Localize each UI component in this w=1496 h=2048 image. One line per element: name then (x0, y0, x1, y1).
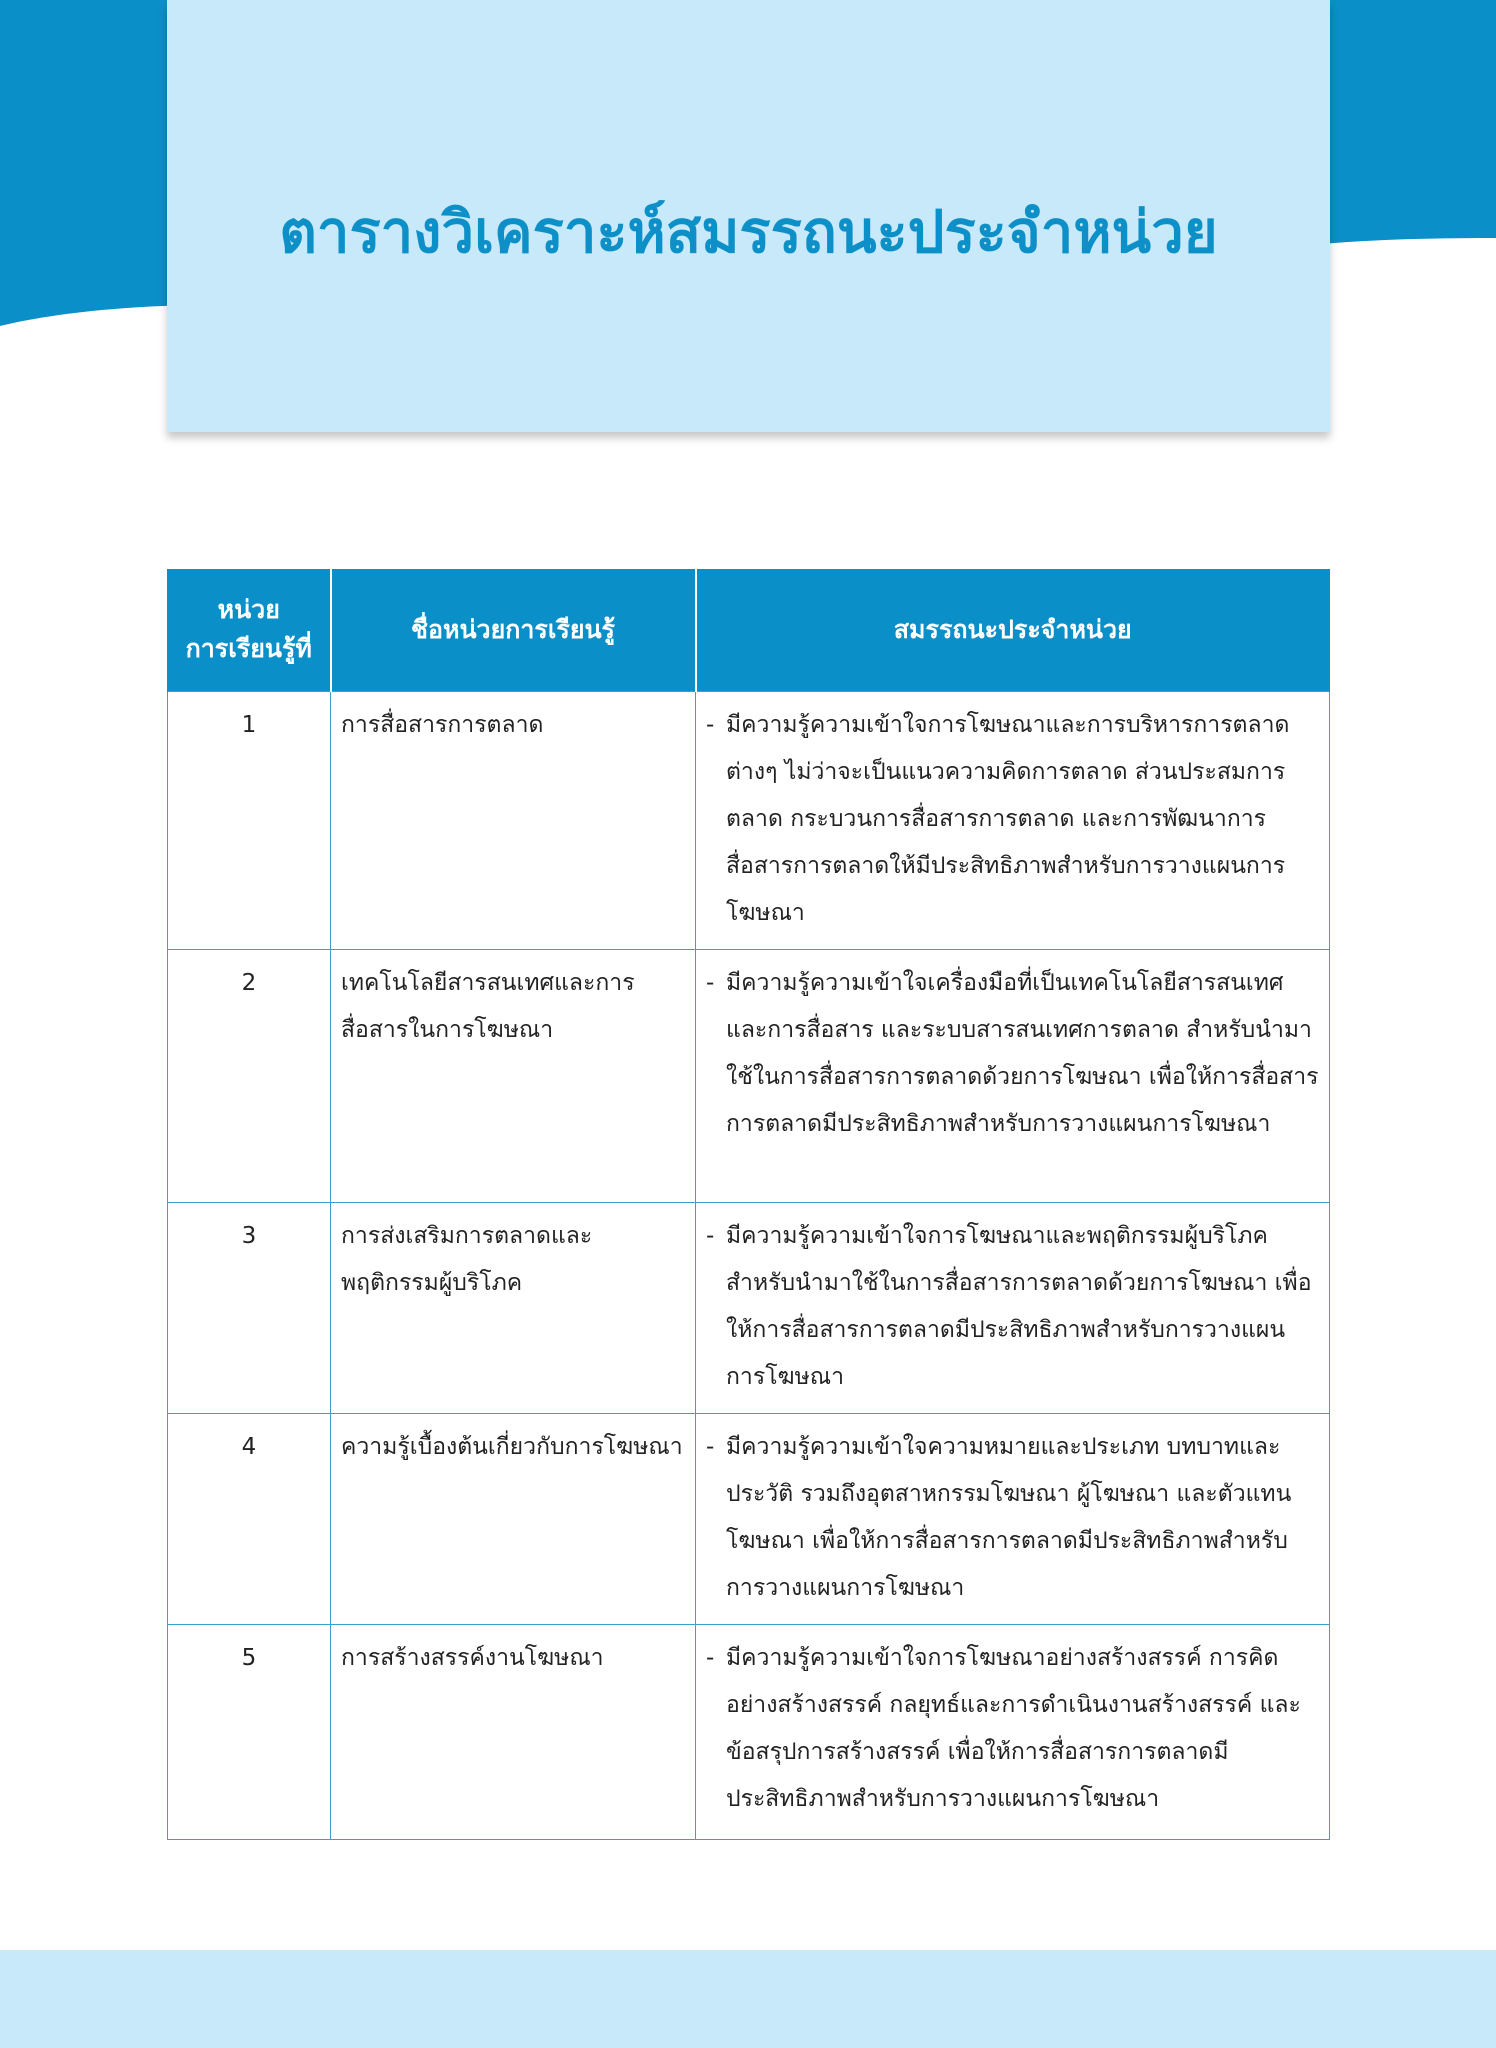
bullet-dash: - (706, 1434, 715, 1460)
table-row (168, 1203, 1330, 1414)
unit-name: การสร้างสรรค์งานโฆษณา (331, 1625, 696, 1840)
table-row (168, 1414, 1330, 1625)
unit-competency (696, 1414, 1330, 1625)
header-unit-line1: หน่วย (217, 595, 280, 625)
competency-text: มีความรู้ความเข้าใจเครื่องมือที่เป็นเทคโนโลยีสารสนเทศและการสื่อสาร และระบบสารสนเทศการตลาด สำหรับนำมาใช้ในการสื่อสารการตลาดด้วยการโฆษณา เพื่อให้การสื่อสารการตลาดมีประสิทธิภาพสำหรับการวางแผนการโฆษณา (726, 970, 1319, 1137)
unit-number: 4 (168, 1414, 331, 1625)
competency-text: มีความรู้ความเข้าใจการโฆษณาและการบริหารการตลาดต่างๆ ไม่ว่าจะเป็นแนวความคิดการตลาด ส่วนประสมการตลาด กระบวนการสื่อสารการตลาด และการพัฒนาการสื่อสารการตลาดให้มีประสิทธิภาพสำหรับการวางแผนการโฆษณา (726, 712, 1290, 926)
unit-number: 1 (168, 692, 331, 950)
unit-name: การสื่อสารการตลาด (331, 692, 696, 950)
unit-competency (696, 692, 1330, 950)
header-unit-number (168, 569, 331, 692)
table-header (168, 569, 1330, 692)
table-row (168, 950, 1330, 1203)
unit-number: 5 (168, 1625, 331, 1840)
competency-text: มีความรู้ความเข้าใจการโฆษณาและพฤติกรรมผู้บริโภคสำหรับนำมาใช้ในการสื่อสารการตลาดด้วยการโฆษณา เพื่อให้การสื่อสารการตลาดมีประสิทธิภาพสำหรับการวางแผนการโฆษณา (726, 1223, 1312, 1390)
bullet-dash: - (706, 970, 715, 996)
table-row (168, 1625, 1330, 1840)
unit-name: เทคโนโลยีสารสนเทศและการสื่อสารในการโฆษณา (331, 950, 696, 1203)
title-card (167, 0, 1330, 432)
table-row (168, 692, 1330, 950)
unit-number: 2 (168, 950, 331, 1203)
unit-number: 3 (168, 1203, 331, 1414)
table-header-row (168, 569, 1330, 692)
competency-text: มีความรู้ความเข้าใจความหมายและประเภท บทบาทและประวัติ รวมถึงอุตสาหกรรมโฆษณา ผู้โฆษณา และตัวแทนโฆษณา เพื่อให้การสื่อสารการตลาดมีประสิทธิภาพสำหรับการวางแผนการโฆษณา (726, 1434, 1292, 1601)
competency-text: มีความรู้ความเข้าใจการโฆษณาอย่างสร้างสรรค์ การคิดอย่างสร้างสรรค์ กลยุทธ์และการดำเนินงานสร้างสรรค์ และข้อสรุปการสร้างสรรค์ เพื่อให้การสื่อสารการตลาดมีประสิทธิภาพสำหรับการวางแผนการโฆษณา (726, 1645, 1301, 1812)
header-unit-line2: การเรียนรู้ที่ (185, 634, 312, 663)
bullet-dash: - (706, 1645, 715, 1671)
table-body (168, 692, 1330, 1840)
bullet-dash: - (706, 712, 715, 738)
page-title: ตารางวิเคราะห์สมรรถนะประจำหน่วย (279, 197, 1218, 266)
unit-name: ความรู้เบื้องต้นเกี่ยวกับการโฆษณา (331, 1414, 696, 1625)
competency-table (167, 569, 1330, 1840)
unit-name: การส่งเสริมการตลาดและพฤติกรรมผู้บริโภค (331, 1203, 696, 1414)
header-competency: สมรรถนะประจำหน่วย (696, 569, 1330, 692)
footer-band (0, 1950, 1496, 2048)
header-unit-name: ชื่อหน่วยการเรียนรู้ (331, 569, 696, 692)
bullet-dash: - (706, 1223, 715, 1249)
competency-table-container (167, 569, 1329, 1840)
unit-competency (696, 1203, 1330, 1414)
unit-competency (696, 950, 1330, 1203)
unit-competency (696, 1625, 1330, 1840)
